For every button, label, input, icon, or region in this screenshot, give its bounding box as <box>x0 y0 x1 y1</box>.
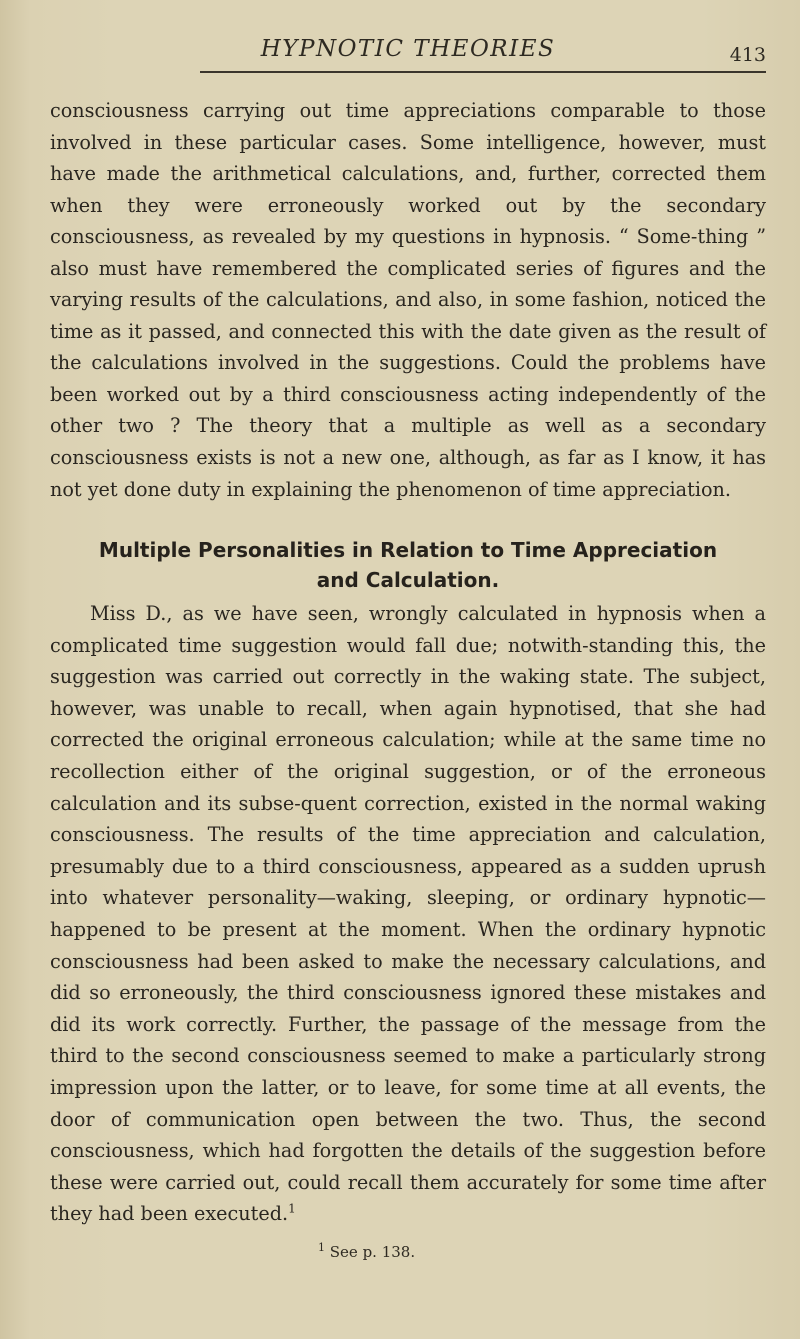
body-text-bottom <box>50 598 766 1230</box>
running-title: HYPNOTIC THEORIES <box>260 36 556 62</box>
page-number: 413 <box>729 44 766 66</box>
paragraph-text: Miss D., as we have seen, wrongly calculated in hypnosis when a complicated time suggestion would fall due; notwith-standing this, the suggestion was carried out correctly in the waking state. The subject, however, was unable to recall, when again hypnotised, that she had corrected the original erroneous calculation; while at the same time no recollection either of the original suggestion, or of the erroneous calculation and its subse-quent correction, existed in the normal waking consciousness. The results of the time appreciation and calculation, presumably due to a third consciousness, appeared as a sudden uprush into whatever personality—waking, sleeping, or ordinary hypnotic—happened to be present at the moment. When the ordinary hypnotic consciousness had been asked to make the necessary calculations, and did so erroneously, the third consciousness ignored these mistakes and did its work correctly. Further, the passage of the message from the third to the second consciousness seemed to make a particularly strong impression upon the latter, or to leave, for some time at all events, the door of communication open between the two. Thus, the second consciousness, which had forgotten the details of the suggestion before these were carried out, could recall them accurately for some time after they had been executed. <box>50 602 766 1226</box>
section-heading <box>50 535 766 595</box>
section-heading-line-1: Multiple Personalities in Relation to Time Appreciation <box>98 538 718 562</box>
footnote <box>318 1243 415 1261</box>
footnote-reference: 1 <box>288 1201 296 1216</box>
footnote-text: See p. 138. <box>329 1243 416 1261</box>
footnote-marker: 1 <box>318 1241 325 1254</box>
body-text-top <box>50 95 766 505</box>
paragraph: consciousness carrying out time appreciations comparable to those involved in these particular cases. Some intelligence, however, must have made the arithmetical calculations, and, further, corrected them when they were erroneously worked out by the secondary consciousness, as revealed by my questions in hypnosis. “ Some-thing ” also must have remembered the complicated series of figures and the varying results of the calculations, and also, in some fashion, noticed the time as it passed, and connected this with the date given as the result of the calculations involved in the suggestions. Could the problems have been worked out by a third consciousness acting independently of the other two ? The theory that a multiple as well as a secondary consciousness exists is not a new one, although, as far as I know, it has not yet done duty in explaining the phenomenon of time appreciation. <box>50 99 766 501</box>
section-heading-line-2: and Calculation. <box>316 568 500 592</box>
paragraph <box>50 598 766 1230</box>
header-rule <box>200 71 766 73</box>
